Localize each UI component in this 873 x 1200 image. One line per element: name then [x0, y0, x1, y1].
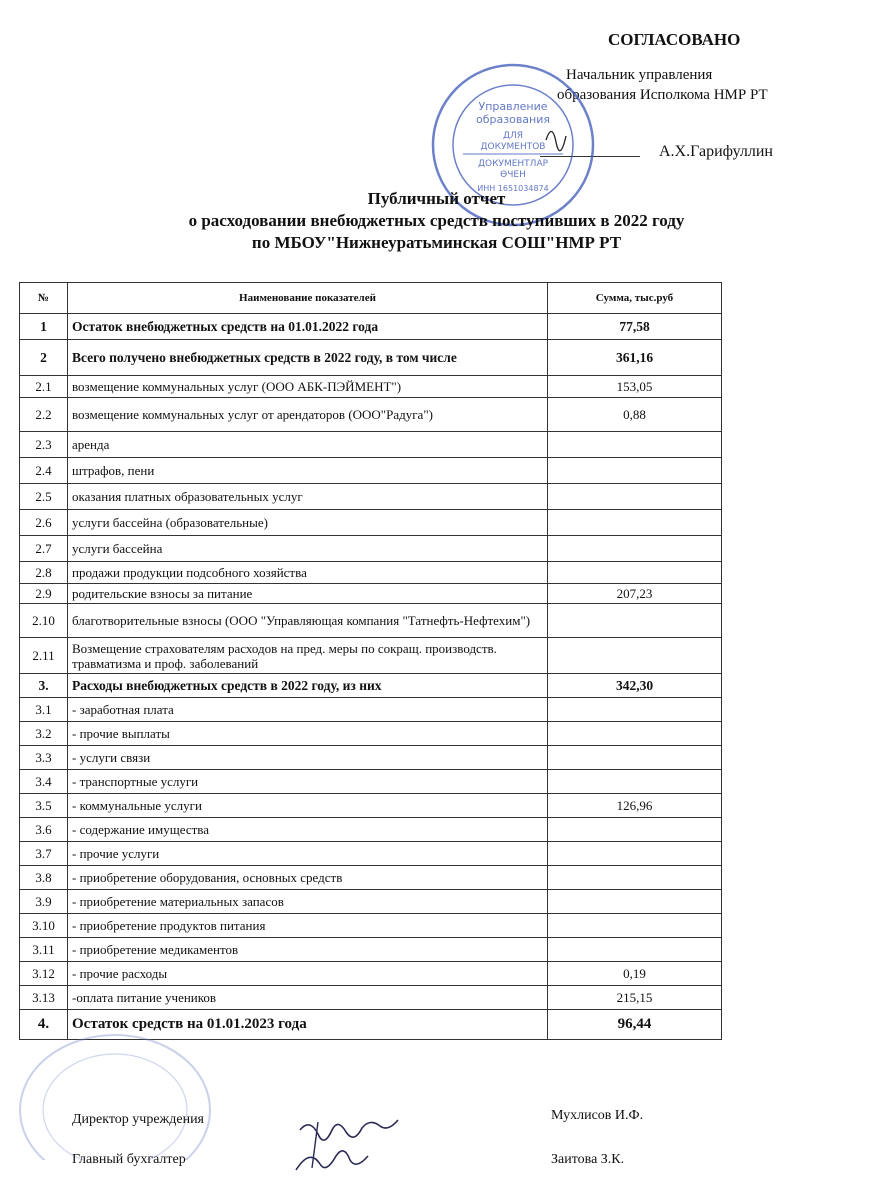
table-row: [20, 746, 722, 770]
svg-text:ДЛЯ: ДЛЯ: [502, 131, 524, 141]
row-number: 2.3: [20, 432, 68, 458]
row-indicator-name: оказания платных образовательных услуг: [68, 484, 548, 510]
row-number: 4.: [20, 1010, 68, 1040]
row-number: 2.9: [20, 584, 68, 604]
row-number: 3.10: [20, 914, 68, 938]
report-title-line2: о расходовании внебюджетных средств поступивших в 2022 году: [188, 211, 685, 230]
row-indicator-name: - транспортные услуги: [68, 770, 548, 794]
svg-text:ДОКУМЕНТЛАР: ДОКУМЕНТЛАР: [477, 159, 549, 169]
svg-text:ИНН 1651034874: ИНН 1651034874: [477, 184, 549, 193]
table-row: [20, 562, 722, 584]
row-sum: [548, 818, 722, 842]
row-sum: [548, 746, 722, 770]
row-sum: 0,88: [548, 398, 722, 432]
row-sum: [548, 510, 722, 536]
row-number: 3.: [20, 674, 68, 698]
row-number: 3.13: [20, 986, 68, 1010]
row-indicator-name: Остаток средств на 01.01.2023 года: [68, 1010, 548, 1040]
row-indicator-name: - заработная плата: [68, 698, 548, 722]
table-row: [20, 938, 722, 962]
row-number: 1: [20, 314, 68, 340]
row-number: 2.6: [20, 510, 68, 536]
row-sum: [548, 914, 722, 938]
table-row: [20, 484, 722, 510]
row-sum: [548, 890, 722, 914]
table-row: [20, 842, 722, 866]
row-sum: [548, 866, 722, 890]
table-row: [20, 866, 722, 890]
table-header-row: [20, 283, 722, 314]
row-sum: 126,96: [548, 794, 722, 818]
row-number: 3.6: [20, 818, 68, 842]
row-number: 3.8: [20, 866, 68, 890]
row-sum: [548, 638, 722, 674]
table-row: [20, 604, 722, 638]
row-indicator-name: - содержание имущества: [68, 818, 548, 842]
row-sum: 77,58: [548, 314, 722, 340]
row-number: 3.3: [20, 746, 68, 770]
row-sum: [548, 938, 722, 962]
table-row: [20, 536, 722, 562]
row-indicator-name: - прочие выплаты: [68, 722, 548, 746]
row-number: 2.5: [20, 484, 68, 510]
col-header-sum: Сумма, тыс.руб: [548, 283, 722, 314]
row-sum: 153,05: [548, 376, 722, 398]
row-sum: 361,16: [548, 340, 722, 376]
table-row: [20, 340, 722, 376]
report-title-line1: Публичный отчет: [367, 189, 506, 208]
row-indicator-name: Возмещение страхователям расходов на пред. меры по сокращ. производств. травматизма и проф. заболеваний: [68, 638, 548, 674]
row-indicator-name: благотворительные взносы (ООО "Управляющая компания "Татнефть-Нефтехим"): [68, 604, 548, 638]
school-seal-stamp: [15, 1030, 215, 1160]
row-indicator-name: - прочие расходы: [68, 962, 548, 986]
approval-title: СОГЛАСОВАНО: [608, 30, 741, 49]
row-indicator-name: услуги бассейна (образовательные): [68, 510, 548, 536]
table-row: [20, 376, 722, 398]
row-indicator-name: родительские взносы за питание: [68, 584, 548, 604]
row-indicator-name: - приобретение медикаментов: [68, 938, 548, 962]
row-indicator-name: Всего получено внебюджетных средств в 2022 году, в том числе: [68, 340, 548, 376]
row-number: 3.1: [20, 698, 68, 722]
row-indicator-name: - приобретение материальных запасов: [68, 890, 548, 914]
report-title: [0, 188, 873, 254]
accountant-label: Главный бухгалтер: [72, 1152, 186, 1167]
table-row: [20, 818, 722, 842]
row-number: 3.9: [20, 890, 68, 914]
row-sum: [548, 842, 722, 866]
report-title-line3: по МБОУ"Нижнеуратьминская СОШ"НМР РТ: [251, 233, 622, 252]
row-sum: [548, 698, 722, 722]
row-indicator-name: - услуги связи: [68, 746, 548, 770]
row-number: 2.2: [20, 398, 68, 432]
svg-text:образования: образования: [476, 113, 550, 126]
table-row: [20, 638, 722, 674]
director-label: Директор учреждения: [72, 1112, 204, 1127]
svg-text:ӨЧЕН: ӨЧЕН: [500, 170, 526, 180]
row-number: 2.7: [20, 536, 68, 562]
table-row: [20, 794, 722, 818]
signature-mark: [288, 1110, 428, 1180]
row-indicator-name: - прочие услуги: [68, 842, 548, 866]
approval-position-line1: Начальник управления: [566, 67, 713, 83]
table-row: [20, 510, 722, 536]
row-indicator-name: штрафов, пени: [68, 458, 548, 484]
svg-text:Управление: Управление: [478, 100, 548, 113]
row-sum: [548, 458, 722, 484]
col-header-number: №: [20, 283, 68, 314]
table-row: [20, 986, 722, 1010]
row-number: 2.10: [20, 604, 68, 638]
svg-text:ДОКУМЕНТОВ: ДОКУМЕНТОВ: [480, 142, 546, 152]
row-number: 3.2: [20, 722, 68, 746]
row-indicator-name: Остаток внебюджетных средств на 01.01.2022 года: [68, 314, 548, 340]
row-sum: [548, 770, 722, 794]
row-number: 2.4: [20, 458, 68, 484]
row-number: 2: [20, 340, 68, 376]
row-indicator-name: продажи продукции подсобного хозяйства: [68, 562, 548, 584]
row-number: 2.11: [20, 638, 68, 674]
table-row: [20, 584, 722, 604]
row-sum: 0,19: [548, 962, 722, 986]
row-number: 2.8: [20, 562, 68, 584]
row-sum: [548, 722, 722, 746]
row-indicator-name: -оплата питание учеников: [68, 986, 548, 1010]
approval-signer-name: А.Х.Гарифуллин: [659, 143, 773, 160]
accountant-name: Заитова З.К.: [551, 1152, 625, 1167]
table-row: [20, 914, 722, 938]
row-number: 3.7: [20, 842, 68, 866]
table-row: [20, 432, 722, 458]
row-indicator-name: - коммунальные услуги: [68, 794, 548, 818]
row-indicator-name: - приобретение оборудования, основных средств: [68, 866, 548, 890]
table-row: [20, 890, 722, 914]
table-row: [20, 770, 722, 794]
row-indicator-name: возмещение коммунальных услуг (ООО АБК-ПЭЙМЕНТ"): [68, 376, 548, 398]
row-indicator-name: услуги бассейна: [68, 536, 548, 562]
col-header-name: Наименование показателей: [68, 283, 548, 314]
row-sum: 96,44: [548, 1010, 722, 1040]
row-sum: [548, 604, 722, 638]
table-row: [20, 674, 722, 698]
table-row: [20, 314, 722, 340]
row-number: 3.11: [20, 938, 68, 962]
row-sum: [548, 562, 722, 584]
approval-position-line2: образования Исполкома НМР РТ: [557, 87, 768, 103]
table-row: [20, 698, 722, 722]
row-number: 3.12: [20, 962, 68, 986]
row-number: 3.5: [20, 794, 68, 818]
row-sum: 207,23: [548, 584, 722, 604]
row-indicator-name: возмещение коммунальных услуг от арендаторов (ООО"Радуга"): [68, 398, 548, 432]
row-number: 2.1: [20, 376, 68, 398]
director-name: Мухлисов И.Ф.: [551, 1108, 644, 1123]
row-number: 3.4: [20, 770, 68, 794]
table-row: [20, 962, 722, 986]
row-sum: 215,15: [548, 986, 722, 1010]
row-indicator-name: Расходы внебюджетных средств в 2022 году, из них: [68, 674, 548, 698]
row-sum: [548, 432, 722, 458]
table-row: [20, 722, 722, 746]
table-row: [20, 458, 722, 484]
row-indicator-name: - приобретение продуктов питания: [68, 914, 548, 938]
report-table: [19, 282, 722, 1040]
table-row: [20, 398, 722, 432]
row-indicator-name: аренда: [68, 432, 548, 458]
row-sum: [548, 484, 722, 510]
row-sum: [548, 536, 722, 562]
row-sum: 342,30: [548, 674, 722, 698]
